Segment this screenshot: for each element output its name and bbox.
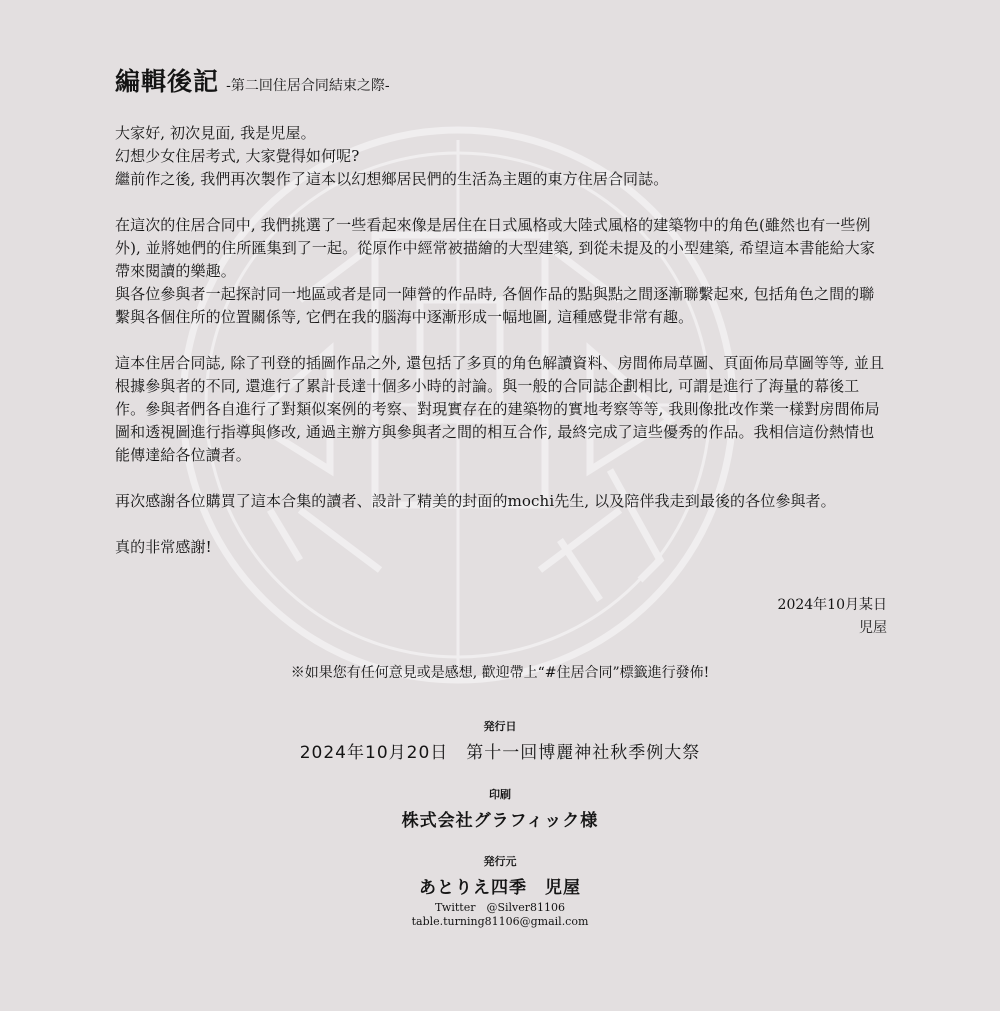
heading <box>115 62 390 98</box>
contact-email: table.turning81106@gmail.com <box>411 915 589 928</box>
twitter-handle: Twitter @Silver81106 <box>434 901 566 914</box>
release-label: 発行日 <box>483 720 517 733</box>
publisher-value: あとりえ四季 児屋 <box>419 878 581 898</box>
feedback-note: ※如果您有任何意見或是感想, 歡迎帶上“#住居合同”標籤進行發佈! <box>290 665 710 681</box>
body-paragraph: 真的非常感謝! <box>115 538 212 556</box>
signature-date: 2024年10月某日 <box>777 597 887 613</box>
body-paragraph: 在這次的住居合同中, 我們挑選了一些看起來像是居住在日式風格或大陸式風格的建築物中的角色(雖然也有一些例外), 並將她們的住所匯集到了一起。從原作中經常被描繪的大型建築, 到從未提及的小型建築, 希望這本書能給大家帶來閱讀的樂趣。 <box>115 216 875 280</box>
body-paragraph: 與各位參與者一起探討同一地區或者是同一陣營的作品時, 各個作品的點與點之間逐漸聯繫起來, 包括角色之間的聯繫與各個住所的位置關係等, 它們在我的腦海中逐漸形成一幅地圖, 這種感覺非常有趣。 <box>115 285 875 326</box>
publisher-block <box>0 853 1000 929</box>
release-block <box>0 718 1000 763</box>
page-subtitle: -第二回住居合同結束之際- <box>226 78 390 94</box>
body-line: 幻想少女住居考式, 大家覺得如何呢? <box>115 147 360 165</box>
signature-block <box>778 594 887 640</box>
print-value: 株式会社グラフィック様 <box>401 811 599 831</box>
body-paragraph: 再次感謝各位購買了這本合集的讀者、設計了精美的封面的mochi先生, 以及陪伴我走到最後的各位參與者。 <box>115 492 836 510</box>
print-block <box>0 786 1000 831</box>
release-value: 2024年10月20日 第十一回博麗神社秋季例大祭 <box>299 743 701 763</box>
body-line: 大家好, 初次見面, 我是児屋。 <box>115 124 316 142</box>
print-label: 印刷 <box>489 788 511 801</box>
body-line: 繼前作之後, 我們再次製作了這本以幻想鄉居民們的生活為主題的東方住居合同誌。 <box>115 170 669 188</box>
afterword-body <box>115 122 887 582</box>
publisher-label: 発行元 <box>483 855 517 868</box>
signature-author: 児屋 <box>859 620 887 636</box>
body-paragraph: 這本住居合同誌, 除了刊登的插圖作品之外, 還包括了多頁的角色解讀資料、房間佈局草圖、頁面佈局草圖等等, 並且根據參與者的不同, 還進行了累計長達十個多小時的討論。與一般的合同誌企劃相比, 可謂是進行了海量的幕後工作。參與者們各自進行了對類似案例的考察、對現實存在的建築物的實地考察等等, 我則像批改作業一樣對房間佈局圖和透視圖進行指導與修改, 通過主辦方與參與者之間的相互合作, 最終完成了這些優秀的作品。我相信這份熱情也能傳達給各位讀者。 <box>115 354 885 464</box>
page-title: 編輯後記 <box>115 67 220 96</box>
